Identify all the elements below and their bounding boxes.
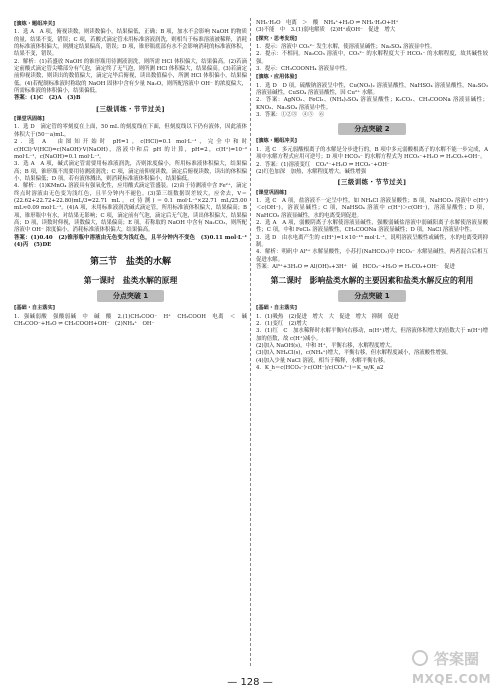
watermark-circle-icon [412,650,428,666]
topic-pill [14,290,247,302]
topic-pill-label: 分点突破 2 [338,123,405,135]
paragraph: 2．(1)变红 (2)增大 [256,321,308,327]
section-label: [演练・题组冲关] [14,21,56,27]
paragraph: 3．提示：CH₃COONH₄ 溶液显中性。 [256,66,351,73]
section-label: [课堂巩固练] [256,189,287,196]
answer: 答案：(1)C (2)A (3)B [14,95,81,102]
column-divider [250,18,251,666]
topic-pill [256,123,488,135]
paragraph: 1．选 A A 项，俯视读数，则读数偏小，结果偏低，正确；B 项，加水不会影响 NaOH 的物质的量，结果不变，错误；C 项，若酸式滴定管未用标准溶液润洗，则相当于标准溶液被稀释，消耗的标准液体积偏大，则测定结果偏高，错误；D 项，锥形瓶底部有水不会影响消耗的标准液体积，结果不变，错误。 [14,29,247,58]
section-banner: [三级训练・节节过关] [337,178,407,187]
topic-pill-label: 分点突破 1 [338,290,405,302]
paragraph: 答案：Al³⁺+3H₂O ⇌ Al(OH)₃+3H⁺ 碱 HCO₃⁻+H₂O ⇌ H₂CO₃+OH⁻ 促进 [256,263,455,270]
paragraph: 4．K_h＝c(HCO₃⁻)·c(OH⁻)/c(CO₃²⁻)＝K_w/K_a2 [256,365,384,372]
section-label: [基础・自主落实] [14,305,56,312]
section-label: [课堂巩固练] [14,116,45,123]
section-title: 第三节 盐类的水解 [89,257,171,268]
paragraph: 2．解析：(1)若盛放 NaOH 的锥形瓶用待测液润洗，则所需 HCl 体积偏大，结果偏高。(2)若滴定前酸式滴定管尖嘴部分有气泡，滴定终了无气泡，则所测 HCl 体积偏大，结果偏高。(3)若滴定前仰视读数，则读出的数值偏大，滴定完毕后俯视，读出数值偏小，所测 HCl 体积偏小，结果偏低。(4)若配制标准液时称取的 NaOH 固体中含有少量 Na₂O，则所配溶液中 OH⁻ 的浓度偏大，所需标准液的体积偏小，结果偏低。 [14,58,247,95]
paragraph: 1．强碱弱酸 强酸弱碱 中 碱 酸 2.(1)CH₃COO⁻ H⁺ CH₃COOH 电离 ＜ 碱 CH₃COO⁻+H₂O ⇌ CH₃COOH+OH⁻ (2)NH₄⁺ OH⁻ [14,313,253,327]
paragraph: 2．答案：AgNO₃、FeCl₃、(NH₄)₂SO₄ 溶液显酸性；K₂CO₃、CH₃COONa 溶液显碱性；KNO₃、Na₂SO₄ 溶液显中性。 [256,97,488,111]
paragraph: 1．选 C A 项，盐溶液不一定呈中性，如 NH₄Cl 溶液显酸性；B 项，NaHCO₃ 溶液中 c(H⁺)＜c(OH⁻)，溶液显碱性；C 项，NaHSO₄ 溶液中 c(H⁺)＞c(OH⁻)，溶液显酸性；D 项，NaHCO₃ 溶液显碱性，水的电离受到促进。 [256,197,488,219]
topic-pill [256,290,488,302]
paragraph: 1．选 C 多元弱酸根离子的水解是分步进行的，B 项中多元弱酸根离子的水解不能一步完成，A 项中水解方程式应用可逆号；D 项中 HCO₃⁻ 的水解方程式为 HCO₃⁻+H₂O ⇌ H₂CO₃+OH⁻。 [256,146,488,161]
topic-pill-label: 分点突破 1 [97,290,164,302]
paragraph: 1．(1)吸热 (2)促进 增大 大 促进 增大 抑制 促进 [256,313,399,320]
paragraph: 2．提示：不相同。Na₂CO₃ 溶液中，CO₃²⁻ 的水解程度大于 HCO₃⁻ 的水解程度，故其碱性较强。 [256,51,488,65]
paragraph: (3)加入 NH₄Cl(s)，c(NH₄⁺)增大，平衡右移，但水解程度减小，溶液酸性增强。 [256,350,452,357]
paragraph: (2)红色加深 加热，水解程度增大，碱性增强 [256,168,367,175]
lesson-title: 第二课时 影响盐类水解的主要因素和盐类水解反应的利用 [270,276,474,286]
section-label: [演练・题组冲关] [256,138,298,145]
paragraph: 4．解析：(1)KMnO₄ 溶液具有强氧化性，应用酸式滴定管盛装。(2)由于待测液中含 Fe²⁺，滴定终点时溶液由无色变为浅红色，且半分钟内不褪色。(3)第三组数据误差较大，应舍去，V＝(22.62+22.72+22.80)mL/3=22.71 mL。c(待测)＝0.1 mol·L⁻¹×22.71 mL/25.00 mL≈0.09 mol·L⁻¹。(4)A 项，未用标准液润洗碱式滴定管，所用标准液体积偏大，结果偏高；B 项，锥形瓶中有水，对结果无影响；C 项，滴定前有气泡，滴定后无气泡，读出体积偏大，结果偏高；D 项，读数时仰视，读数偏大，结果偏高；E 项，若称取的 NaOH 中含有 Na₂CO₃，则所配溶液中 OH⁻ 浓度偏小，消耗标准液体积偏大，结果偏高。 [14,183,247,234]
paragraph: (3)不能 中 3.(1)弱电解质 (2)H⁺或OH⁻ 促进 增大 [256,27,396,34]
watermark-logo [412,648,492,692]
left-column [14,20,253,328]
paragraph: 1．选 D 滴定管的零刻度在上面，50 mL 的刻度线在下面，但刻度线以下仍有液体，因此液体体积大于(50－a)mL。 [14,124,247,138]
paragraph: 1．选 D D 项，硫酸钠溶液呈中性，Cu(NO₃)₂ 溶液显酸性，NaHSO₄ 溶液显酸性，Na₂SO₃ 溶液显碱性，CuSO₄ 溶液显酸性，因 Cu²⁺ 水解。 [256,82,488,97]
lesson-title: 第一课时 盐类水解的原理 [83,276,178,286]
section-banner: [三级训练・节节过关] [96,104,165,113]
section-label: [演练・应用体验] [256,74,298,81]
section-label: [基础・自主落实] [256,305,298,312]
paragraph: 1．提示：溶液中 CO₃²⁻ 发生水解，使溶液显碱性；Na₂SO₄ 溶液显中性。 [256,44,436,51]
watermark-text: 答案圈 [434,650,480,668]
paragraph: 2．选 A A 项，弱酸阴离子水解使溶液显碱性，强酸弱碱盐溶液中弱碱阳离子水解使溶液显酸性；C 项，中和 FeCl₃ 溶液显酸性，CH₃COONa 溶液显碱性；D 项，NaCl 溶液显中性。 [256,219,488,234]
paragraph: 3．答案：①②③ ④⑤ ⑥ [256,112,325,119]
answer: 答案：(1)0.40 (2)锥形瓶中溶液由无色变为浅红色，且半分钟内不变色 (3)0.11 mol·L⁻¹ (4)丙 (5)DE [14,234,253,248]
paragraph: 3．选 A A 项，碱式滴定管需要用标准液润洗，否则浓度偏小，所用标准液体积偏大，结果偏高；B 项，锥形瓶不需要用待测液润洗；C 项，滴定前仰视读数，滴定后俯视读数，读出的体积偏小，结果偏低；D 项，若有液体溅出，则消耗标准液体积偏小，结果偏低。 [14,161,247,182]
watermark-url: MXQE.COM [412,672,492,686]
paragraph: (4)加入少量 NaCl 溶液，相当于稀释，水解平衡右移。 [256,357,389,364]
page-number: — 128 — [227,677,273,688]
paragraph: (2)加入 NaOH(s)，中和 H⁺，平衡右移，水解程度增大。 [256,343,396,350]
paragraph: 4．解析：明矾中 Al³⁺ 水解显酸性，小苏打(NaHCO₃)中 HCO₃⁻ 水解显碱性，两者混合后相互促进水解。 [256,249,488,263]
right-column [256,20,488,372]
paragraph: 2．选 A 由图知开始时 pH=1，c(HCl)=0.1 mol·L⁻¹，完全中和时 c(HCl)·V(HCl)=c(NaOH)·V(NaOH)，溶液中和后 pH 的计算，pH=2，c(H⁺)=10⁻² mol·L⁻¹，c(NaOH)=0.1 mol·L⁻¹。 [14,139,247,160]
paragraph: 3．(1)红 C 加水稀释时水解平衡向右移动，n(H⁺)增大，但溶液体积增大的倍数大于 n(H⁺)增加的倍数，故 c(H⁺)减小。 [256,328,488,342]
section-label: [探究・思考发现] [256,35,298,42]
paragraph: NH₃·H₂O 电离 ＞ 酸 NH₄⁺+H₂O ⇌ NH₃·H₂O+H⁺ [256,20,399,26]
paragraph: 2．答案：(1)溶液变红 CO₃²⁻+H₂O ⇌ HCO₃⁻+OH⁻ [256,161,390,168]
paragraph: 3．选 D 由水电离产生的 c(H⁺)=1×10⁻¹³ mol·L⁻¹，说明溶液呈酸性或碱性，水的电离受到抑制。 [256,234,488,248]
